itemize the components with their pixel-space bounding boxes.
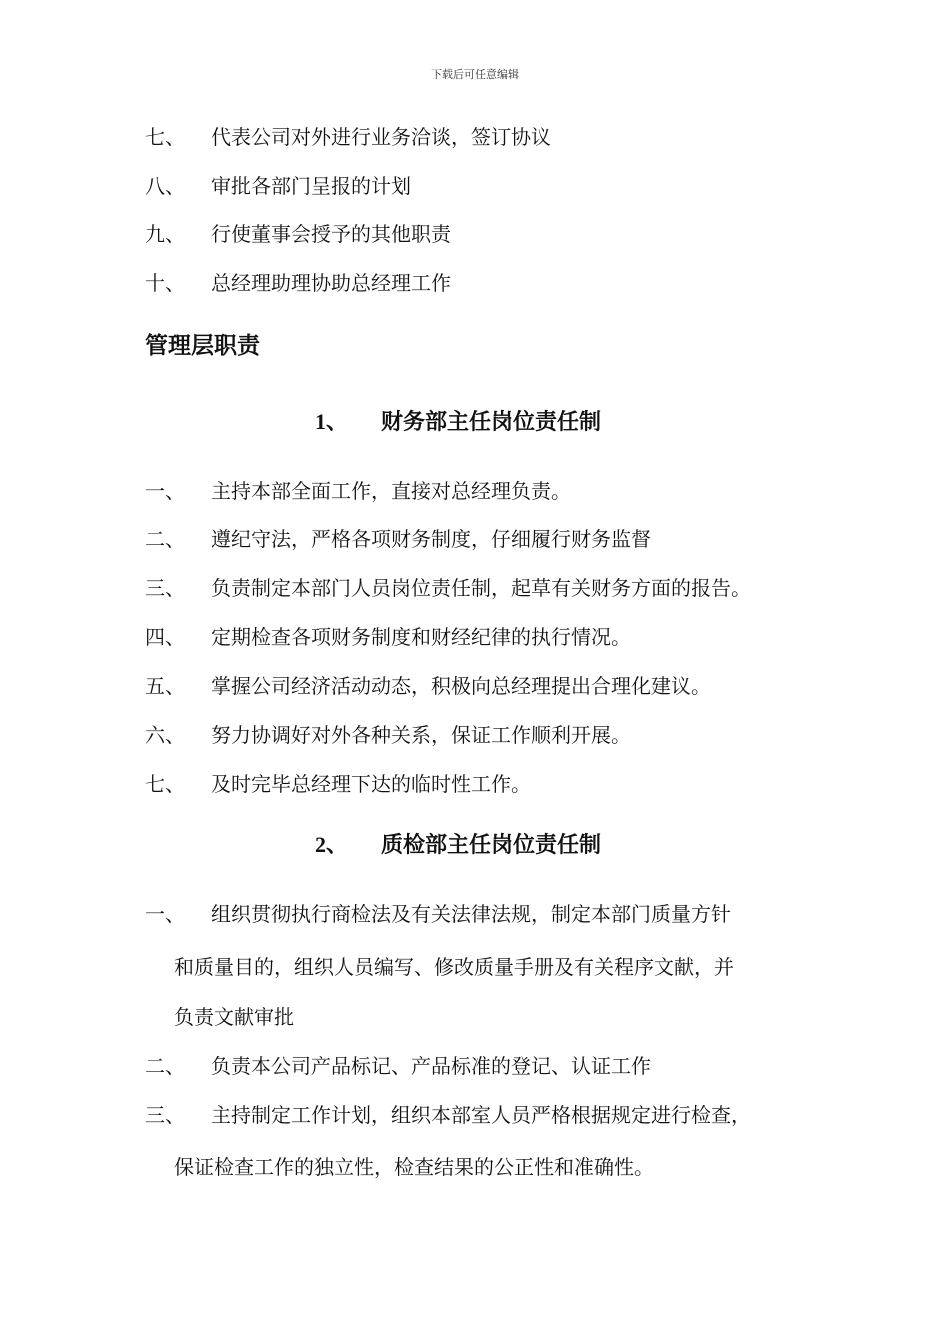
item-number: 九、 [145,222,185,246]
section-title [315,408,601,436]
item-number: 七、 [145,772,185,796]
list-item [145,125,551,149]
item-number: 六、 [145,723,185,747]
item-text: 总经理助理协助总经理工作 [211,271,451,295]
list-item [145,625,631,649]
item-number: 三、 [145,1103,185,1127]
section-title-text: 质检部主任岗位责任制 [381,832,602,858]
item-number: 四、 [145,625,185,649]
item-text: 遵纪守法，严格各项财务制度，仔细履行财务监督 [211,527,651,551]
list-item [145,902,731,926]
item-text: 负责制定本部门人员岗位责任制，起草有关财务方面的报告。 [211,576,751,600]
list-item [145,271,451,295]
section-title [315,831,601,859]
item-text: 及时完毕总经理下达的临时性工作。 [211,772,531,796]
list-item [145,174,411,198]
item-continuation: 和质量目的，组织人员编写、修改质量手册及有关程序文献，并 [174,955,734,979]
item-number: 十、 [145,271,185,295]
item-text: 审批各部门呈报的计划 [211,174,411,198]
item-text: 努力协调好对外各种关系，保证工作顺利开展。 [211,723,631,747]
section-number: 1、 [315,409,349,434]
item-text: 负责本公司产品标记、产品标准的登记、认证工作 [211,1054,651,1078]
section-title-text: 财务部主任岗位责任制 [381,409,602,435]
item-text: 行使董事会授予的其他职责 [211,222,451,246]
item-text: 掌握公司经济活动动态，积极向总经理提出合理化建议。 [211,674,711,698]
list-item [145,674,711,698]
list-item [145,772,531,796]
item-number: 一、 [145,479,185,503]
list-item [145,576,751,600]
list-item [145,479,571,503]
list-item [145,723,631,747]
item-text: 主持本部全面工作，直接对总经理负责。 [211,479,571,503]
item-number: 三、 [145,576,185,600]
item-text: 代表公司对外进行业务洽谈，签订协议 [211,125,551,149]
item-number: 二、 [145,1054,185,1078]
item-number: 八、 [145,174,185,198]
item-continuation: 保证检查工作的独立性，检查结果的公正性和准确性。 [174,1155,654,1179]
item-number: 五、 [145,674,185,698]
item-continuation: 负责文献审批 [174,1005,294,1029]
management-heading: 管理层职责 [145,333,260,359]
section-number: 2、 [315,832,349,857]
item-text: 主持制定工作计划，组织本部室人员严格根据规定进行检查， [211,1103,751,1127]
list-item [145,1054,651,1078]
item-text: 定期检查各项财务制度和财经纪律的执行情况。 [211,625,631,649]
list-item [145,527,651,551]
list-item [145,1103,751,1127]
item-number: 一、 [145,902,185,926]
item-number: 七、 [145,125,185,149]
item-text: 组织贯彻执行商检法及有关法律法规，制定本部门质量方针 [211,902,731,926]
page-header: 下载后可任意编辑 [431,68,519,81]
list-item [145,222,451,246]
item-number: 二、 [145,527,185,551]
